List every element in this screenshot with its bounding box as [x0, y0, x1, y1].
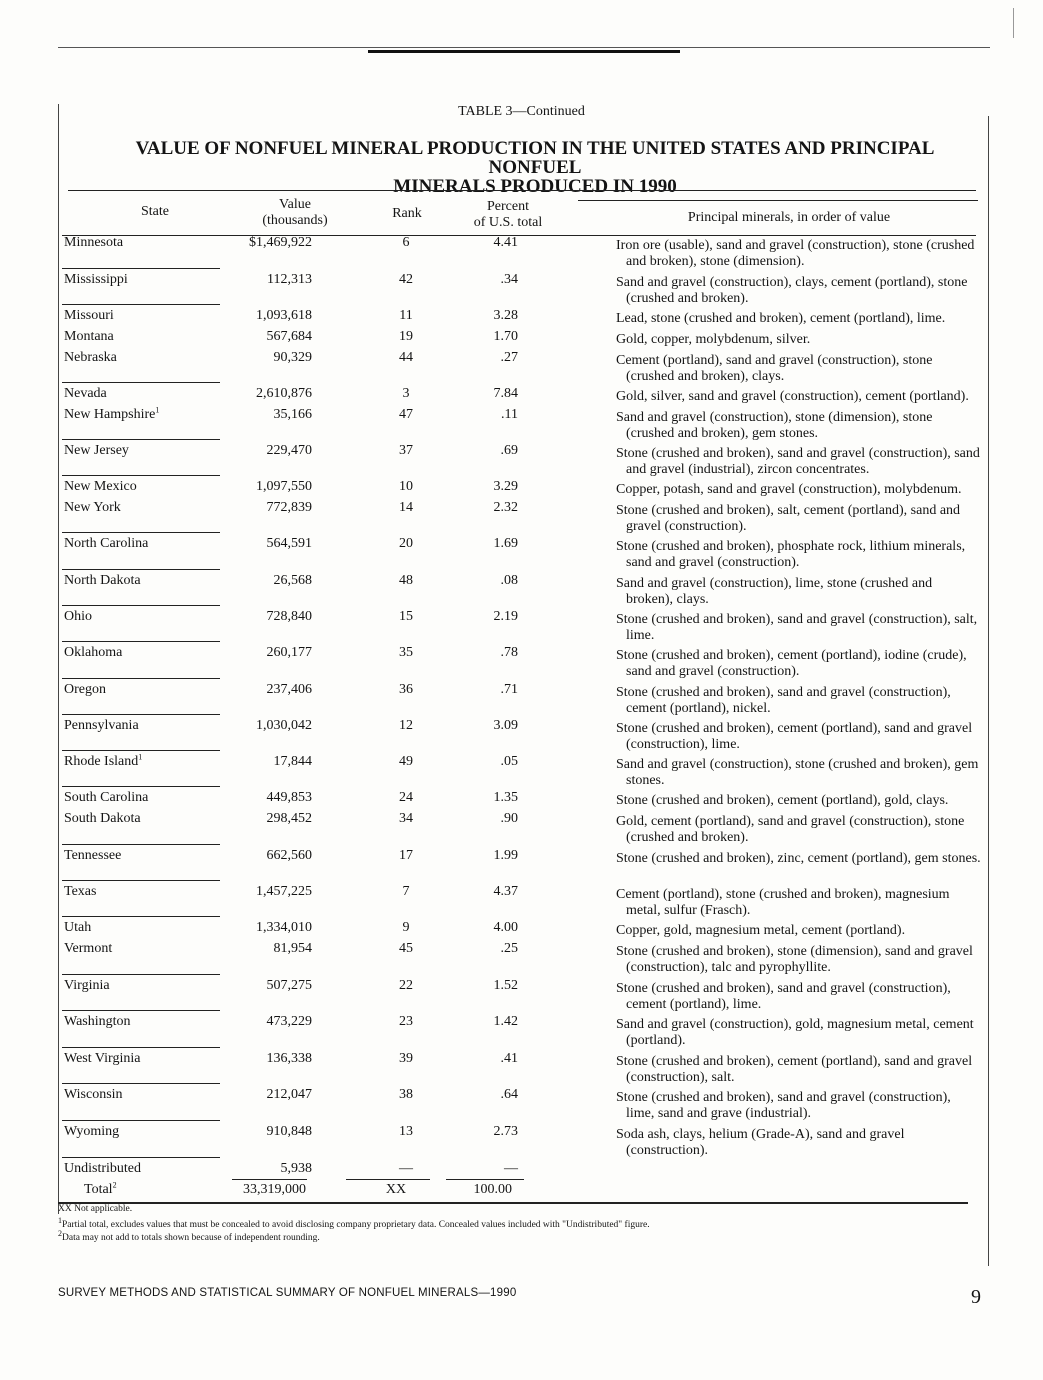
footnote-2-text: Data may not add to totals shown because of independent rounding. [62, 1233, 320, 1243]
percent-cell: .25 [500, 941, 518, 956]
state-name: South Carolina [64, 790, 149, 805]
rank-cell: 48 [399, 573, 413, 588]
state-name: Washington [64, 1014, 131, 1029]
right-margin-rule [988, 116, 989, 1266]
value-cell: 1,093,618 [256, 308, 312, 323]
footnote-xx-text: XX Not applicable. [58, 1204, 133, 1214]
minerals-cell [616, 757, 982, 788]
value-cell: 1,030,042 [256, 718, 312, 733]
state-cell [64, 682, 106, 698]
state-cell [64, 329, 114, 345]
rank-cell: 3 [402, 386, 410, 401]
percent-cell: 1.99 [493, 848, 518, 863]
row-rule [62, 382, 220, 383]
value-cell: 298,452 [266, 811, 312, 826]
row-rule [62, 880, 220, 881]
table-bottom-rule [58, 1202, 968, 1204]
minerals-text: Gold, silver, sand and gravel (construction), cement (portland). [616, 389, 969, 404]
state-footnote-mark: 1 [155, 405, 160, 415]
minerals-text: Sand and gravel (construction), stone (crushed and broken), gem stones. [616, 757, 979, 788]
minerals-cell [616, 482, 982, 498]
state-cell [64, 350, 117, 366]
total-value-rule [232, 1179, 307, 1180]
table-title [95, 139, 975, 196]
value-cell: 35,166 [273, 407, 312, 422]
value-cell: 567,684 [266, 329, 312, 344]
state-cell [64, 811, 141, 827]
percent-cell: 4.37 [493, 884, 518, 899]
state-cell [64, 1161, 141, 1177]
percent-cell: 2.32 [493, 500, 518, 515]
minerals-text: Sand and gravel (construction), gold, magnesium metal, cement (portland). [616, 1017, 974, 1048]
minerals-text: Stone (crushed and broken), sand and gravel (construction), cement (portland), nickel. [616, 685, 951, 716]
minerals-cell [616, 275, 982, 306]
state-cell [64, 941, 112, 957]
minerals-text: Sand and gravel (construction), stone (dimension), stone (crushed and broken), gem stones. [616, 410, 933, 441]
state-cell [64, 754, 142, 770]
minerals-text: Stone (crushed and broken), cement (portland), sand and gravel (construction), lime. [616, 721, 973, 752]
header-percent-line-2: of U.S. total [473, 215, 543, 230]
minerals-text: Soda ash, clays, helium (Grade-A), sand and gravel (construction). [616, 1127, 905, 1158]
minerals-text: Sand and gravel (construction), clays, cement (portland), stone (crushed and broken). [616, 275, 968, 306]
percent-cell: 4.00 [493, 920, 518, 935]
percent-cell: .90 [500, 811, 518, 826]
header-state: State [141, 204, 169, 219]
value-cell: 1,334,010 [256, 920, 312, 935]
rank-cell: 35 [399, 645, 413, 660]
state-name: Wisconsin [64, 1087, 123, 1102]
total-value: 33,319,000 [243, 1182, 306, 1197]
row-rule [62, 1083, 220, 1084]
state-name: Nevada [64, 386, 107, 401]
state-cell [64, 645, 122, 661]
state-cell [64, 884, 96, 900]
state-cell [64, 536, 148, 552]
minerals-cell [616, 539, 982, 570]
percent-cell: 2.19 [493, 609, 518, 624]
header-rank: Rank [392, 206, 422, 221]
minerals-cell [616, 410, 982, 441]
rank-cell: 15 [399, 609, 413, 624]
state-cell [64, 407, 159, 423]
percent-cell: 1.70 [493, 329, 518, 344]
value-cell: 81,954 [273, 941, 312, 956]
state-footnote-mark: 1 [138, 752, 143, 762]
minerals-text: Stone (crushed and broken), cement (portland), iodine (crude), sand and gravel (construction). [616, 648, 967, 679]
percent-cell: .41 [500, 1051, 518, 1066]
header-bottom-rule [62, 235, 976, 236]
minerals-text: Iron ore (usable), sand and gravel (construction), stone (crushed and broken), stone (dimension). [616, 238, 975, 269]
header-percent-line-1: Percent [487, 199, 529, 214]
value-cell: 507,275 [266, 978, 312, 993]
row-rule [62, 750, 220, 751]
state-cell [64, 1124, 119, 1140]
minerals-text: Gold, copper, molybdenum, silver. [616, 332, 811, 347]
state-name: North Carolina [64, 536, 149, 551]
value-cell: 662,560 [266, 848, 312, 863]
row-rule [62, 714, 220, 715]
header-minerals: Principal minerals, in order of value [687, 210, 891, 225]
value-cell: 910,848 [266, 1124, 312, 1139]
row-rule [62, 678, 220, 679]
percent-cell: .69 [500, 443, 518, 458]
rank-cell: 47 [399, 407, 413, 422]
value-cell: 17,844 [273, 754, 312, 769]
rank-cell: 19 [399, 329, 413, 344]
percent-cell: 1.69 [493, 536, 518, 551]
rank-cell: 22 [399, 978, 413, 993]
state-name: North Dakota [64, 573, 141, 588]
state-name: Montana [64, 329, 114, 344]
minerals-cell [616, 238, 982, 269]
minerals-text: Stone (crushed and broken), sand and gravel (construction), sand and gravel (industrial), zircon concentrates. [616, 446, 980, 477]
percent-cell: .64 [500, 1087, 518, 1102]
rank-cell: 6 [402, 235, 410, 250]
minerals-text: Copper, potash, sand and gravel (construction), molybdenum. [616, 482, 962, 497]
rank-cell: 9 [402, 920, 410, 935]
total-rank: XX [385, 1182, 407, 1197]
row-rule [62, 268, 220, 269]
state-name: Mississippi [64, 272, 128, 287]
footnote-1-mark: 1 [58, 1215, 62, 1225]
minerals-text: Gold, cement (portland), sand and gravel (construction), stone (crushed and broken). [616, 814, 965, 845]
row-rule [62, 605, 220, 606]
state-name: New Mexico [64, 479, 137, 494]
rank-cell: — [399, 1161, 413, 1176]
minerals-text: Stone (crushed and broken), sand and gravel (construction), salt, lime. [616, 612, 978, 643]
percent-cell: .78 [500, 645, 518, 660]
rank-cell: 24 [399, 790, 413, 805]
minerals-cell [616, 1017, 982, 1048]
minerals-cell [616, 311, 982, 327]
table-title-line-1: VALUE OF NONFUEL MINERAL PRODUCTION IN THE UNITED STATES AND PRINCIPAL NONFUEL [135, 138, 935, 178]
top-rule [58, 47, 990, 48]
page-footer: SURVEY METHODS AND STATISTICAL SUMMARY OF NONFUEL MINERALS—1990 [58, 1287, 517, 1299]
state-cell [64, 848, 121, 864]
minerals-cell [616, 332, 982, 348]
row-rule [62, 1157, 220, 1158]
percent-cell: .71 [500, 682, 518, 697]
header-value [230, 197, 360, 229]
state-name: South Dakota [64, 811, 141, 826]
state-name: Rhode Island [64, 754, 139, 769]
percent-cell: 2.73 [493, 1124, 518, 1139]
minerals-text: Stone (crushed and broken), phosphate rock, lithium minerals, sand and gravel (construction). [616, 539, 966, 570]
state-cell [64, 500, 121, 516]
value-cell: 2,610,876 [256, 386, 312, 401]
header-value-line-2: (thousands) [262, 213, 328, 228]
rank-cell: 38 [399, 1087, 413, 1102]
minerals-cell [616, 1090, 982, 1121]
state-name: West Virginia [64, 1051, 141, 1066]
page-number: 9 [971, 1286, 981, 1308]
percent-cell: .11 [501, 407, 518, 422]
value-cell: 26,568 [273, 573, 312, 588]
rank-cell: 36 [399, 682, 413, 697]
minerals-cell [616, 353, 982, 384]
header-right-rule [578, 200, 978, 201]
percent-cell: 3.09 [493, 718, 518, 733]
row-rule [62, 974, 220, 975]
minerals-cell [616, 389, 982, 405]
minerals-cell [616, 685, 982, 716]
row-rule [62, 786, 220, 787]
percent-cell: .34 [500, 272, 518, 287]
rank-cell: 20 [399, 536, 413, 551]
minerals-text: Sand and gravel (construction), lime, stone (crushed and broken), clays. [616, 576, 933, 607]
footnote-2 [58, 1228, 320, 1245]
row-rule [62, 1010, 220, 1011]
state-name: Ohio [64, 609, 92, 624]
row-rule [62, 844, 220, 845]
state-cell [64, 443, 129, 459]
state-cell [64, 308, 114, 324]
value-cell: 728,840 [266, 609, 312, 624]
percent-cell: 7.84 [493, 386, 518, 401]
value-cell: 260,177 [266, 645, 312, 660]
state-cell [64, 479, 137, 495]
row-rule [62, 1120, 220, 1121]
minerals-cell [616, 446, 982, 477]
rank-cell: 42 [399, 272, 413, 287]
left-margin-rule [58, 104, 59, 1214]
percent-cell: 1.52 [493, 978, 518, 993]
state-name: Undistributed [64, 1161, 141, 1176]
rank-cell: 12 [399, 718, 413, 733]
minerals-cell [616, 814, 982, 845]
state-name: Texas [64, 884, 97, 899]
value-cell: 112,313 [267, 272, 312, 287]
state-name: Oregon [64, 682, 106, 697]
value-cell: $1,469,922 [249, 235, 312, 250]
minerals-text: Stone (crushed and broken), cement (portland), gold, clays. [616, 793, 949, 808]
state-name: New Jersey [64, 443, 129, 458]
percent-cell: .08 [500, 573, 518, 588]
rank-cell: 45 [399, 941, 413, 956]
percent-cell: 3.29 [493, 479, 518, 494]
state-cell [64, 1014, 131, 1030]
state-cell [64, 1051, 140, 1067]
state-name: Tennessee [64, 848, 122, 863]
minerals-cell [616, 981, 982, 1012]
minerals-cell [616, 1127, 982, 1158]
minerals-text: Stone (crushed and broken), salt, cement (portland), sand and gravel (construction). [616, 503, 961, 534]
row-rule [62, 1047, 220, 1048]
value-cell: 212,047 [266, 1087, 312, 1102]
total-rank-rule [346, 1179, 430, 1180]
state-name: Minnesota [64, 235, 124, 250]
rank-cell: 37 [399, 443, 413, 458]
state-name: Nebraska [64, 350, 117, 365]
minerals-text: Copper, gold, magnesium metal, cement (portland). [616, 923, 906, 938]
row-rule [62, 475, 220, 476]
row-rule [62, 439, 220, 440]
value-cell: 564,591 [266, 536, 312, 551]
percent-cell: .27 [500, 350, 518, 365]
header-top-rule [68, 190, 976, 191]
value-cell: 449,853 [266, 790, 312, 805]
state-cell [64, 718, 139, 734]
state-cell [64, 386, 107, 402]
row-rule [62, 916, 220, 917]
table-caption: TABLE 3—Continued [458, 104, 585, 119]
state-name: Pennsylvania [64, 718, 139, 733]
footnote-2-mark: 2 [58, 1228, 62, 1238]
header-value-line-1: Value [279, 197, 311, 212]
minerals-cell [616, 851, 982, 867]
percent-cell: 3.28 [493, 308, 518, 323]
percent-cell: — [504, 1161, 518, 1176]
value-cell: 229,470 [266, 443, 312, 458]
footnote-1-text: Partial total, excludes values that must be concealed to avoid disclosing company proprietary data. Concealed values included with "Undistributed" figure. [62, 1220, 650, 1230]
total-percent-rule [446, 1179, 524, 1180]
state-cell [64, 573, 141, 589]
minerals-cell [616, 576, 982, 607]
state-name: Wyoming [64, 1124, 120, 1139]
total-label-text: Total [84, 1182, 113, 1197]
value-cell: 5,938 [280, 1161, 312, 1176]
value-cell: 1,097,550 [256, 479, 312, 494]
minerals-text: Lead, stone (crushed and broken), cement (portland), lime. [616, 311, 946, 326]
minerals-cell [616, 887, 982, 918]
total-label [84, 1182, 117, 1198]
header-percent [448, 199, 568, 231]
rank-cell: 11 [399, 308, 413, 323]
minerals-text: Stone (crushed and broken), sand and gravel (construction), lime, sand and grave (industrial). [616, 1090, 951, 1121]
state-name: Vermont [64, 941, 113, 956]
rank-cell: 13 [399, 1124, 413, 1139]
footnote-1 [58, 1215, 650, 1232]
state-cell [64, 235, 123, 251]
total-label-mark: 2 [112, 1180, 117, 1190]
state-name: Utah [64, 920, 92, 935]
row-rule [62, 569, 220, 570]
rank-cell: 23 [399, 1014, 413, 1029]
total-percent: 100.00 [473, 1182, 512, 1197]
minerals-text: Cement (portland), stone (crushed and broken), magnesium metal, sulfur (Frasch). [616, 887, 950, 918]
state-name: Oklahoma [64, 645, 123, 660]
value-cell: 473,229 [266, 1014, 312, 1029]
minerals-cell [616, 503, 982, 534]
state-name: Virginia [64, 978, 110, 993]
rank-cell: 10 [399, 479, 413, 494]
state-name: New Hampshire [64, 407, 156, 422]
value-cell: 237,406 [266, 682, 312, 697]
rank-cell: 49 [399, 754, 413, 769]
rank-cell: 39 [399, 1051, 413, 1066]
minerals-cell [616, 793, 982, 809]
rank-cell: 44 [399, 350, 413, 365]
minerals-text: Cement (portland), sand and gravel (construction), stone (crushed and broken), clays. [616, 353, 933, 384]
minerals-text: Stone (crushed and broken), zinc, cement (portland), gem stones. [616, 851, 981, 866]
minerals-cell [616, 944, 982, 975]
value-cell: 772,839 [266, 500, 312, 515]
value-cell: 136,338 [266, 1051, 312, 1066]
percent-cell: 1.35 [493, 790, 518, 805]
rank-cell: 17 [399, 848, 413, 863]
minerals-cell [616, 923, 982, 939]
minerals-text: Stone (crushed and broken), cement (portland), sand and gravel (construction), salt. [616, 1054, 973, 1085]
state-cell [64, 609, 92, 625]
minerals-cell [616, 648, 982, 679]
state-name: New York [64, 500, 121, 515]
rank-cell: 14 [399, 500, 413, 515]
state-cell [64, 978, 110, 994]
value-cell: 1,457,225 [256, 884, 312, 899]
corner-mark [1013, 8, 1014, 38]
state-cell [64, 272, 128, 288]
minerals-cell [616, 1054, 982, 1085]
state-name: Missouri [64, 308, 114, 323]
value-cell: 90,329 [273, 350, 312, 365]
rank-cell: 7 [402, 884, 410, 899]
table-title-line-2: MINERALS PRODUCED IN 1990 [393, 176, 677, 197]
rank-cell: 34 [399, 811, 413, 826]
state-cell [64, 1087, 123, 1103]
minerals-cell [616, 612, 982, 643]
minerals-text: Stone (crushed and broken), stone (dimension), sand and gravel (construction), talc and pyrophyllite. [616, 944, 973, 975]
state-cell [64, 790, 148, 806]
state-cell [64, 920, 91, 936]
percent-cell: 4.41 [493, 235, 518, 250]
percent-cell: .05 [500, 754, 518, 769]
minerals-cell [616, 721, 982, 752]
minerals-text: Stone (crushed and broken), sand and gravel (construction), cement (portland), lime. [616, 981, 951, 1012]
percent-cell: 1.42 [493, 1014, 518, 1029]
footnote-xx [58, 1203, 132, 1216]
row-rule [62, 641, 220, 642]
row-rule [62, 532, 220, 533]
row-rule [62, 304, 220, 305]
top-rule-bar [368, 50, 680, 53]
